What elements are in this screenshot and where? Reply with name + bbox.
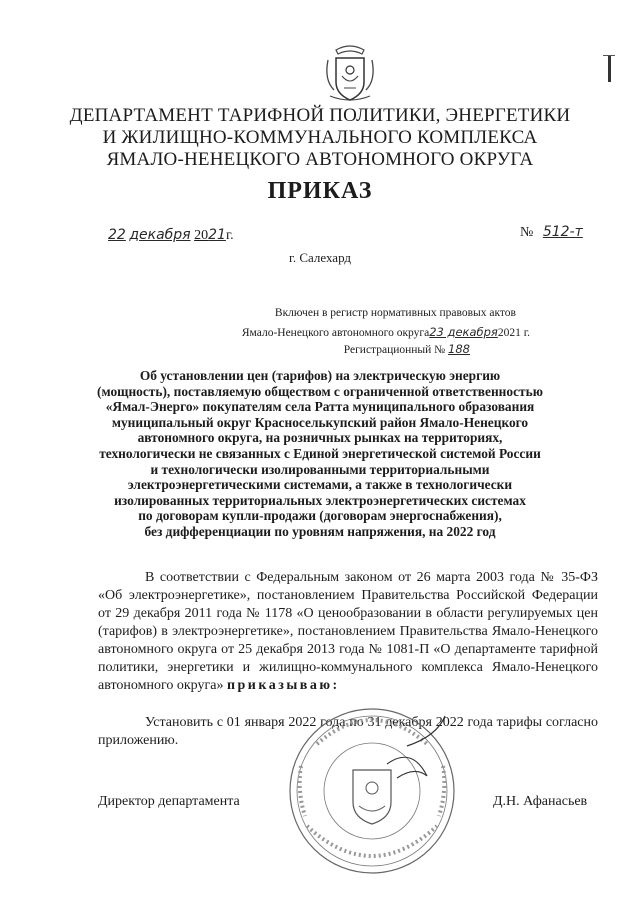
order-number — [520, 224, 583, 241]
date-day: 22 — [108, 227, 126, 243]
order-paragraph-1: Установить с 01 января 2022 года по 31 декабря 2022 года тарифы согласно приложению. — [98, 715, 598, 748]
registry-line-1: Включен в регистр нормативных правовых актов — [274, 307, 516, 319]
round-seal-icon — [287, 706, 457, 876]
scan-mark — [608, 56, 611, 82]
registry-line-3 — [344, 342, 470, 356]
subject-line: и технологически изолированными территориальными — [150, 461, 490, 477]
date-year-unit: г. — [225, 228, 234, 243]
subject-line: по договорам купли-продажи (договорам энергоснабжения), — [138, 508, 502, 524]
number-label: № — [520, 225, 534, 240]
subject-line: Об установлении цен (тарифов) на электрическую энергию — [139, 368, 501, 383]
signatory-name: Д.Н. Афанасьев — [493, 794, 588, 809]
subject-line: «Ямал-Энерго» покупателям села Ратта муниципального образования — [105, 399, 535, 415]
subject-line: (мощность), поставляемую обществом с ограниченной ответственностью — [97, 383, 543, 399]
coat-of-arms-icon — [322, 40, 378, 106]
date-year-prefix: 20 — [194, 228, 209, 243]
subject-line: электроэнергетическими системами, а также в технологически — [127, 477, 513, 493]
registry-number: 188 — [448, 342, 470, 356]
registry-number-label: Регистрационный № — [343, 344, 446, 356]
document-title: ПРИКАЗ — [267, 178, 373, 204]
order-subject — [85, 368, 555, 540]
order-word: приказываю: — [226, 678, 340, 693]
department-header-line-1: ДЕПАРТАМЕНТ ТАРИФНОЙ ПОЛИТИКИ, ЭНЕРГЕТИКИ — [69, 105, 571, 126]
preamble-paragraph — [98, 569, 598, 695]
order-date — [108, 227, 234, 244]
department-header-line-3: ЯМАЛО-НЕНЕЦКОГО АВТОНОМНОГО ОКРУГА — [106, 149, 534, 170]
registry-line-2-suffix: 2021 г. — [497, 327, 530, 339]
city: г. Салехард — [288, 250, 352, 265]
registry-line-2 — [242, 325, 530, 339]
subject-line: изолированных территориальных электроэнергетических системах — [114, 492, 526, 508]
subject-line: муниципальный округ Красноселькупский район Ямало-Ненецкого — [111, 414, 529, 430]
signatory-position: Директор департамента — [98, 794, 240, 809]
subject-line: автономного округа, на розничных рынках на территориях, — [137, 430, 503, 446]
subject-line: технологически не связанных с Единой энергетической системой России — [99, 445, 541, 461]
preamble-text: В соответствии с Федеральным законом от 26 марта 2003 года № 35-ФЗ «Об электроэнергетике», постановлением Правительства Российской Федерации от 29 декабря 2011 года № 1178 «О ценообразовании в области регулируемых цен (тарифов) в электроэнергетике», постановлением Правительства Ямало-Ненецкого автономного округа от 25 декабря 2013 года № 1081-П «О департаменте тарифной политики, энергетики и жилищно-коммунального комплекса Ямало-Ненецкого автономного округа» — [98, 570, 598, 693]
date-month: декабря — [129, 227, 191, 243]
subject-line: без дифференциации по уровням напряжения, на 2022 год — [144, 523, 496, 539]
registry-date: 23 декабря — [429, 325, 498, 339]
department-header-line-2: И ЖИЛИЩНО-КОММУНАЛЬНОГО КОМПЛЕКСА — [102, 127, 538, 148]
number-value: 512-т — [542, 224, 583, 240]
registry-line-2-prefix: Ямало-Ненецкого автономного округа — [241, 327, 430, 339]
date-year-suffix: 21 — [208, 227, 226, 243]
